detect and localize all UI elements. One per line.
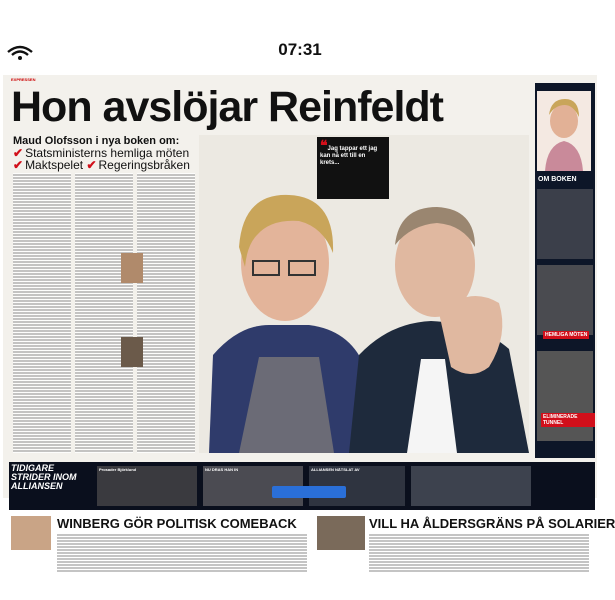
sidebar-label: ELIMINERADE TUNNEL xyxy=(541,413,595,427)
bottom-text-column xyxy=(57,533,307,573)
status-bar xyxy=(0,0,600,62)
article-text-column xyxy=(137,173,195,453)
bottom-headline-right: VILL HA ÅLDERSGRÄNS PÅ SOLARIER xyxy=(369,516,615,531)
teaser-label: NU DRAS HAN IN xyxy=(205,467,239,472)
newspaper-spread[interactable] xyxy=(3,75,615,531)
bottom-headline-left: WINBERG GÖR POLITISK COMEBACK xyxy=(57,516,297,531)
bottom-photo xyxy=(11,516,51,550)
inline-photo xyxy=(121,253,143,283)
article-text-column xyxy=(13,173,71,453)
teaser-thumb xyxy=(411,466,531,506)
sidebar-thumb xyxy=(537,189,593,259)
bottom-photo xyxy=(317,516,365,550)
teaser-label: ALLIANSEN NÄTSLAT AV xyxy=(311,467,360,472)
pull-quote: ❝Jag tappar ett jag kan nå ett till en krets... xyxy=(317,137,389,199)
teaser-thumb xyxy=(97,466,197,506)
sidebar-heading: OM BOKEN xyxy=(538,176,577,183)
article-text-column xyxy=(75,173,133,453)
inline-photo xyxy=(121,337,143,367)
bottom-text-column xyxy=(369,533,589,573)
section-label: EXPRESSEN xyxy=(11,77,36,82)
sidebar xyxy=(535,83,595,458)
teaser-heading: TIDIGARE STRIDER INOM ALLIANSEN xyxy=(11,463,77,491)
book-cover xyxy=(537,91,591,171)
page-scroll-indicator[interactable] xyxy=(272,486,346,498)
sidebar-thumb xyxy=(537,265,593,335)
deck-bullet: ✔ Maktspelet ✔ Regeringsbråken xyxy=(13,158,190,172)
deck-bullet: ✔ Statsministerns hemliga möten xyxy=(13,146,190,160)
teaser-label: Prosader Björklund xyxy=(99,467,137,472)
sidebar-thumb xyxy=(537,351,593,441)
status-time: 07:31 xyxy=(278,40,322,59)
sidebar-label: HEMLIGA MÖTEN xyxy=(545,332,588,338)
article-deck xyxy=(13,135,203,171)
deck-intro: Maud Olofsson i nya boken om: xyxy=(13,135,180,147)
headline: Hon avslöjar Reinfeldt xyxy=(11,83,443,131)
